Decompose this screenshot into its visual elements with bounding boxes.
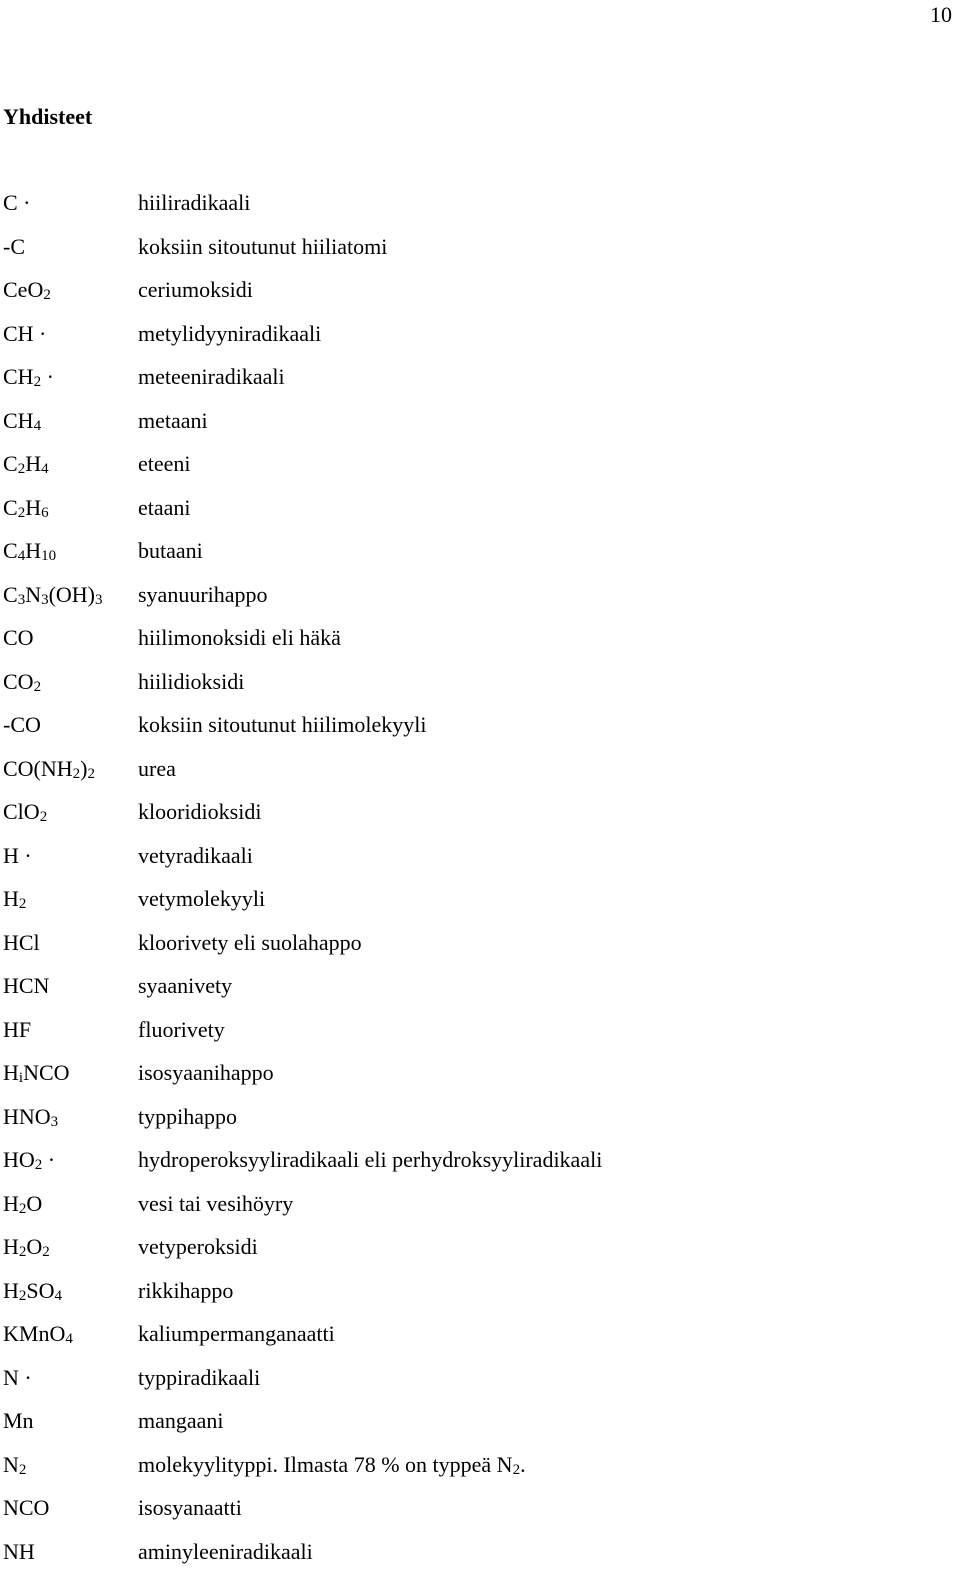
compound-name [138,449,943,479]
compound-formula [3,1102,138,1132]
name-text: eteeni [138,451,191,476]
compound-formula [3,1015,138,1045]
compound-row [3,1537,943,1580]
name-text: butaani [138,538,203,563]
formula-subscript: 2 [18,461,26,477]
name-text: . [520,1452,526,1477]
formula-subscript: 2 [18,505,26,521]
compound-name [138,754,943,784]
formula-text: CO [3,669,34,694]
compound-name [138,232,943,262]
name-text: fluorivety [138,1017,225,1042]
formula-subscript: 2 [88,766,96,782]
formula-subscript: 3 [18,592,26,608]
formula-text: H [3,1060,19,1085]
formula-text: CH [3,364,34,389]
name-text: vetyradikaali [138,843,253,868]
formula-text: HNO [3,1104,51,1129]
compound-row [3,797,943,841]
compound-row [3,1102,943,1146]
compound-formula [3,1145,138,1175]
compound-formula [3,1493,138,1523]
compound-name [138,1145,943,1175]
compound-row [3,1058,943,1102]
compound-name [138,1189,943,1219]
compound-row [3,841,943,885]
formula-text: H [25,495,41,520]
compound-name [138,1319,943,1349]
formula-text: CO [3,625,34,650]
formula-text: -CO [3,712,41,737]
name-text: kaliumpermanganaatti [138,1321,335,1346]
compound-name [138,971,943,1001]
compound-formula [3,1406,138,1436]
compound-row [3,1406,943,1450]
formula-text: O [26,1191,42,1216]
compound-formula [3,580,138,610]
compound-name [138,188,943,218]
compound-formula [3,928,138,958]
compound-name [138,1450,943,1480]
formula-text: SO [26,1278,54,1303]
formula-subscript: 4 [34,418,42,434]
name-subscript: 2 [513,1462,521,1478]
formula-subscript: i [19,1070,23,1086]
compound-row [3,406,943,450]
formula-text: O [26,1234,42,1259]
compound-row [3,319,943,363]
formula-text: NCO [23,1060,69,1085]
compound-formula [3,188,138,218]
formula-subscript: 2 [42,1244,50,1260]
formula-text: H [25,451,41,476]
formula-text: C [3,495,18,520]
name-text: aminyleeniradikaali [138,1539,313,1564]
compound-name [138,1015,943,1045]
compound-name [138,1232,943,1262]
formula-subscript: 4 [18,548,26,564]
formula-subscript: 3 [95,592,103,608]
compound-formula [3,1537,138,1567]
compound-formula [3,536,138,566]
formula-text: · [42,1147,55,1172]
compound-row [3,362,943,406]
compound-formula [3,362,138,392]
name-text: hiilidioksidi [138,669,244,694]
formula-subscript: 2 [73,766,81,782]
formula-text: N [25,582,41,607]
compound-name [138,797,943,827]
compound-row [3,667,943,711]
formula-subscript: 2 [19,1288,27,1304]
compound-name [138,1537,943,1567]
compound-row [3,449,943,493]
compound-formula [3,1189,138,1219]
compound-formula [3,971,138,1001]
compound-name [138,1058,943,1088]
name-text: vetymolekyyli [138,886,265,911]
formula-subscript: 2 [19,1244,27,1260]
compound-formula [3,275,138,305]
compound-row [3,1363,943,1407]
compound-list [3,188,943,1580]
name-text: hydroperoksyyliradikaali eli perhydroksyyliradikaali [138,1147,602,1172]
formula-text: C · [3,190,31,215]
formula-text: KMnO [3,1321,65,1346]
name-text: hiiliradikaali [138,190,250,215]
compound-formula [3,797,138,827]
compound-name [138,1102,943,1132]
compound-row [3,580,943,624]
compound-row [3,1450,943,1494]
formula-text: H [25,538,41,563]
compound-formula [3,406,138,436]
compound-formula [3,1363,138,1393]
name-text: syaanivety [138,973,232,998]
compound-name [138,319,943,349]
formula-text: HCl [3,930,40,955]
compound-formula [3,319,138,349]
compound-formula [3,841,138,871]
compound-row [3,884,943,928]
page-number: 10 [930,2,952,28]
compound-row [3,188,943,232]
compound-name [138,710,943,740]
formula-text: -C [3,234,25,259]
compound-name [138,623,943,653]
name-text: hiilimonoksidi eli häkä [138,625,341,650]
formula-subscript: 2 [19,1201,27,1217]
formula-text: H [3,1234,19,1259]
compound-formula [3,449,138,479]
formula-subscript: 4 [65,1331,73,1347]
compound-row [3,623,943,667]
compound-row [3,971,943,1015]
compound-name [138,493,943,523]
formula-text: CH · [3,321,46,346]
name-text: klooridioksidi [138,799,261,824]
formula-text: HCN [3,973,49,998]
formula-text: HO [3,1147,35,1172]
compound-row [3,1493,943,1537]
formula-text: Mn [3,1408,34,1433]
name-text: ceriumoksidi [138,277,253,302]
compound-formula [3,232,138,262]
name-text: mangaani [138,1408,224,1433]
name-text: metylidyyniradikaali [138,321,321,346]
compound-row [3,1319,943,1363]
compound-formula [3,1232,138,1262]
compound-name [138,406,943,436]
formula-text: ClO [3,799,40,824]
formula-text: N [3,1452,19,1477]
compound-formula [3,1276,138,1306]
compound-row [3,710,943,754]
compound-formula [3,667,138,697]
formula-text: H [3,1278,19,1303]
name-text: isosyanaatti [138,1495,242,1520]
compound-row [3,1276,943,1320]
formula-subscript: 2 [34,374,42,390]
formula-subscript: 4 [41,461,49,477]
compound-row [3,232,943,276]
formula-text: ) [80,756,87,781]
formula-text: C [3,451,18,476]
compound-name [138,1276,943,1306]
compound-name [138,667,943,697]
formula-text: H [3,1191,19,1216]
compound-row [3,1015,943,1059]
compound-name [138,841,943,871]
formula-text: NCO [3,1495,49,1520]
formula-subscript: 3 [51,1114,59,1130]
formula-text: NH [3,1539,35,1564]
name-text: typpihappo [138,1104,237,1129]
name-text: vetyperoksidi [138,1234,258,1259]
formula-text: H [3,886,19,911]
formula-subscript: 2 [19,896,27,912]
formula-text: N · [3,1365,32,1390]
formula-subscript: 2 [34,679,42,695]
formula-text: C [3,582,18,607]
name-text: metaani [138,408,208,433]
name-text: syanuurihappo [138,582,268,607]
name-text: urea [138,756,176,781]
compound-name [138,362,943,392]
compound-name [138,1363,943,1393]
name-text: koksiin sitoutunut hiilimolekyyli [138,712,426,737]
formula-text: HF [3,1017,31,1042]
compound-row [3,1145,943,1189]
formula-text: · [41,364,54,389]
compound-row [3,928,943,972]
compound-formula [3,493,138,523]
compound-formula [3,710,138,740]
compound-name [138,1493,943,1523]
compound-name [138,275,943,305]
name-text: molekyylityppi. Ilmasta 78 % on typpeä N [138,1452,513,1477]
compound-row [3,536,943,580]
formula-subscript: 6 [41,505,49,521]
compound-name [138,1406,943,1436]
formula-subscript: 2 [40,809,48,825]
formula-subscript: 2 [19,1462,27,1478]
name-text: rikkihappo [138,1278,233,1303]
compound-name [138,928,943,958]
formula-text: CH [3,408,34,433]
compound-formula [3,754,138,784]
name-text: meteeniradikaali [138,364,285,389]
compound-formula [3,1450,138,1480]
formula-subscript: 2 [35,1157,43,1173]
formula-text: CO(NH [3,756,73,781]
formula-subscript: 3 [41,592,49,608]
compound-formula [3,1058,138,1088]
section-title: Yhdisteet [3,104,92,130]
compound-row [3,1232,943,1276]
compound-formula [3,623,138,653]
name-text: koksiin sitoutunut hiiliatomi [138,234,387,259]
name-text: isosyaanihappo [138,1060,274,1085]
compound-name [138,884,943,914]
compound-formula [3,1319,138,1349]
formula-subscript: 2 [43,287,51,303]
compound-formula [3,884,138,914]
name-text: etaani [138,495,191,520]
formula-subscript: 10 [41,548,56,564]
compound-name [138,580,943,610]
formula-text: CeO [3,277,43,302]
name-text: vesi tai vesihöyry [138,1191,293,1216]
formula-subscript: 4 [55,1288,63,1304]
formula-text: (OH) [49,582,95,607]
compound-name [138,536,943,566]
name-text: kloorivety eli suolahappo [138,930,362,955]
compound-row [3,754,943,798]
name-text: typpiradikaali [138,1365,260,1390]
compound-row [3,493,943,537]
formula-text: H · [3,843,32,868]
compound-row [3,275,943,319]
formula-text: C [3,538,18,563]
compound-row [3,1189,943,1233]
